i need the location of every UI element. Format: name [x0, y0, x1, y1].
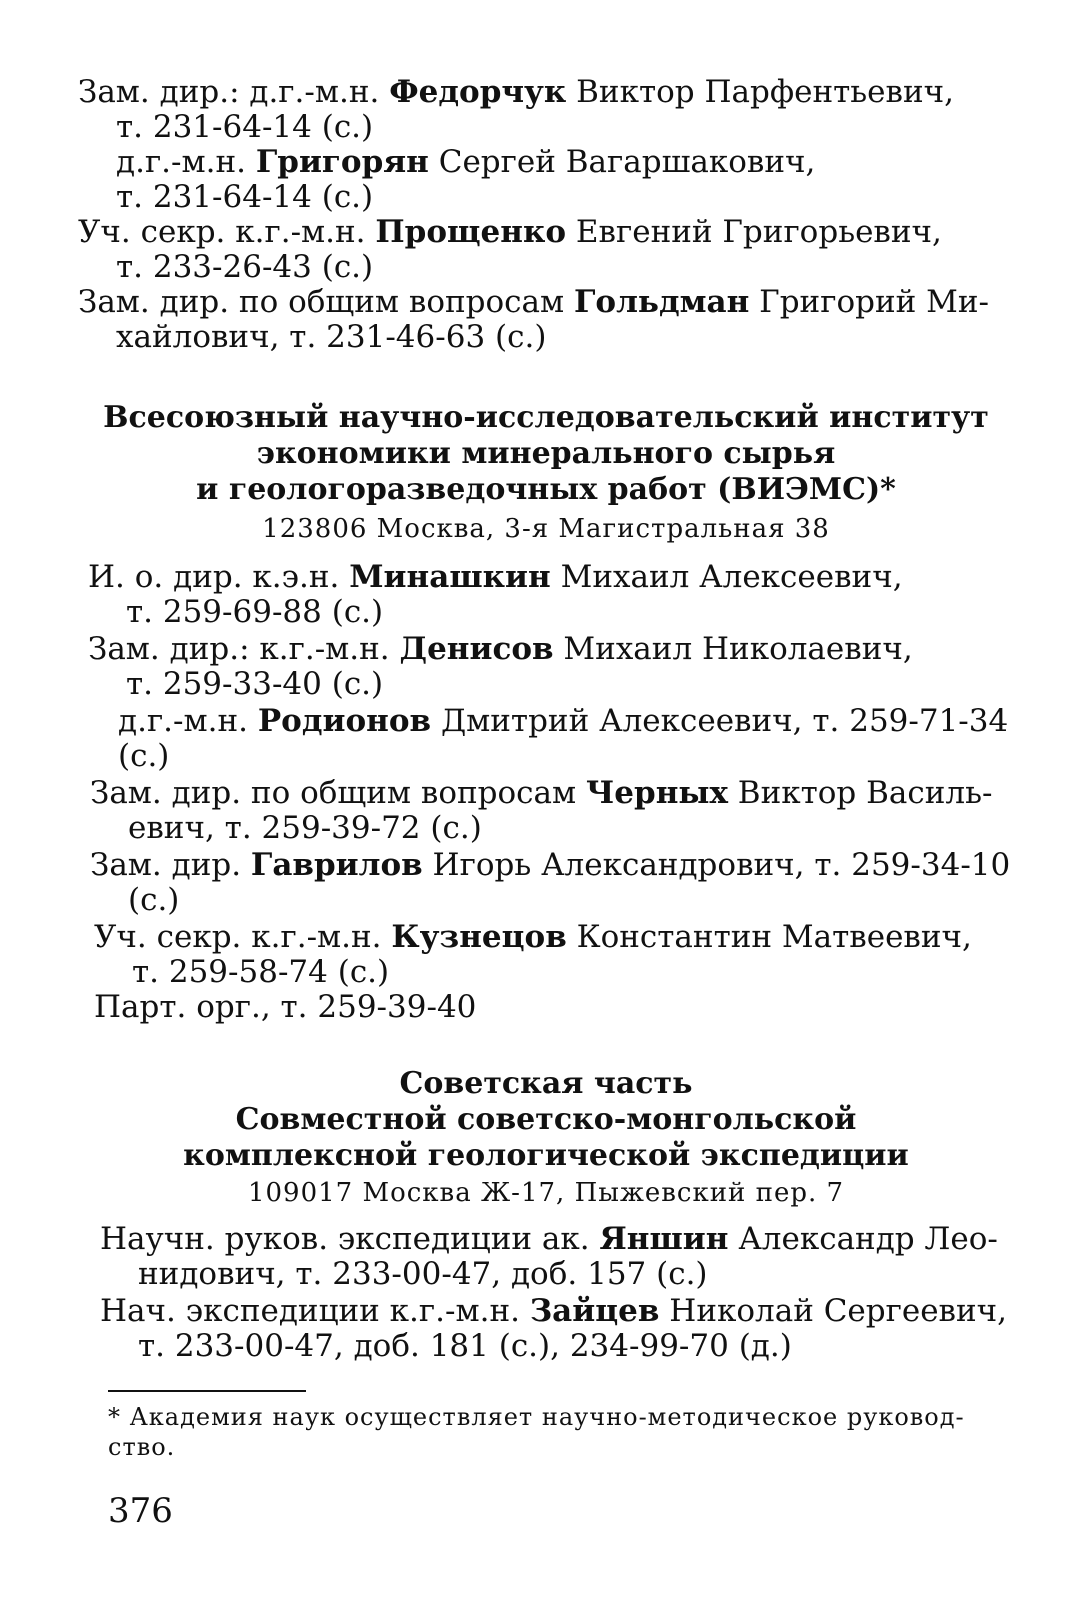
- entry-proshchenko: Уч. секр. к.г.-м.н. Прощенко Евгений Григорьевич, т. 233-26-43 (с.): [78, 214, 942, 285]
- entry-fedorchuk: Зам. дир.: д.г.-м.н. Федорчук Виктор Парфентьевич, т. 231-64-14 (с.): [78, 74, 954, 145]
- institute-title-line-2: экономики минерального сырья: [256, 436, 836, 471]
- footnote-rule: [108, 1390, 306, 1392]
- entry-minashkin: И. о. дир. к.э.н. Минашкин Михаил Алексеевич, т. 259-69-88 (с.): [88, 559, 903, 630]
- person-name: Родионов: [257, 703, 432, 739]
- person-name: Зайцев: [529, 1293, 660, 1329]
- entry-yanshin: Научн. руков. экспедиции ак. Яншин Александр Лео- нидович, т. 233-00-47, доб. 157 (с.): [100, 1221, 998, 1292]
- institute-title-line-3: и геологоразведочных работ (ВИЭМС)*: [196, 472, 896, 507]
- expedition-title-line-1: Советская часть: [399, 1066, 693, 1101]
- entry-gavrilov: Зам. дир. Гаврилов Игорь Александрович, т. 259-34-10 (с.): [90, 847, 1011, 918]
- institute-title-line-1: Всесоюзный научно-исследовательский институт: [103, 400, 989, 435]
- entry-rodionov: д.г.-м.н. Родионов Дмитрий Алексеевич, т. 259-71-34 (с.): [118, 703, 1009, 774]
- person-name: Яншин: [599, 1221, 729, 1257]
- person-name: Прощенко: [375, 214, 567, 250]
- expedition-address: 109017 Москва Ж-17, Пыжевский пер. 7: [247, 1178, 845, 1208]
- page-number: 376: [108, 1491, 173, 1531]
- footnote: * Академия наук осуществляет научно-методическое руковод- ство.: [108, 1403, 965, 1461]
- person-name: Денисов: [399, 631, 554, 667]
- expedition-title-line-3: комплексной геологической экспедиции: [183, 1138, 909, 1173]
- entry-zaytsev: Нач. экспедиции к.г.-м.н. Зайцев Николай Сергеевич, т. 233-00-47, доб. 181 (с.), 234-99-70 (д.): [100, 1293, 1008, 1364]
- person-name: Григорян: [255, 144, 429, 180]
- person-name: Гаврилов: [250, 847, 423, 883]
- entry-chernykh: Зам. дир. по общим вопросам Черных Виктор Василь- евич, т. 259-39-72 (с.): [90, 775, 993, 846]
- entry-kuznetsov: Уч. секр. к.г.-м.н. Кузнецов Константин Матвеевич, т. 259-58-74 (с.): [94, 919, 972, 990]
- person-name: Гольдман: [573, 284, 750, 320]
- expedition-title-line-2: Совместной советско-монгольской: [235, 1102, 857, 1137]
- entry-party-org: Парт. орг., т. 259-39-40: [94, 989, 477, 1025]
- institute-address: 123806 Москва, 3-я Магистральная 38: [262, 514, 830, 544]
- entry-denisov: Зам. дир.: к.г.-м.н. Денисов Михаил Николаевич, т. 259-33-40 (с.): [88, 631, 913, 702]
- person-name: Минашкин: [349, 559, 551, 595]
- person-name: Кузнецов: [391, 919, 567, 955]
- person-name: Черных: [585, 775, 728, 811]
- person-name: Федорчук: [389, 74, 567, 110]
- entry-grigoryan: д.г.-м.н. Григорян Сергей Вагаршакович, т. 231-64-14 (с.): [116, 144, 816, 215]
- entry-goldman: Зам. дир. по общим вопросам Гольдман Григорий Ми- хайлович, т. 231-46-63 (с.): [78, 284, 990, 355]
